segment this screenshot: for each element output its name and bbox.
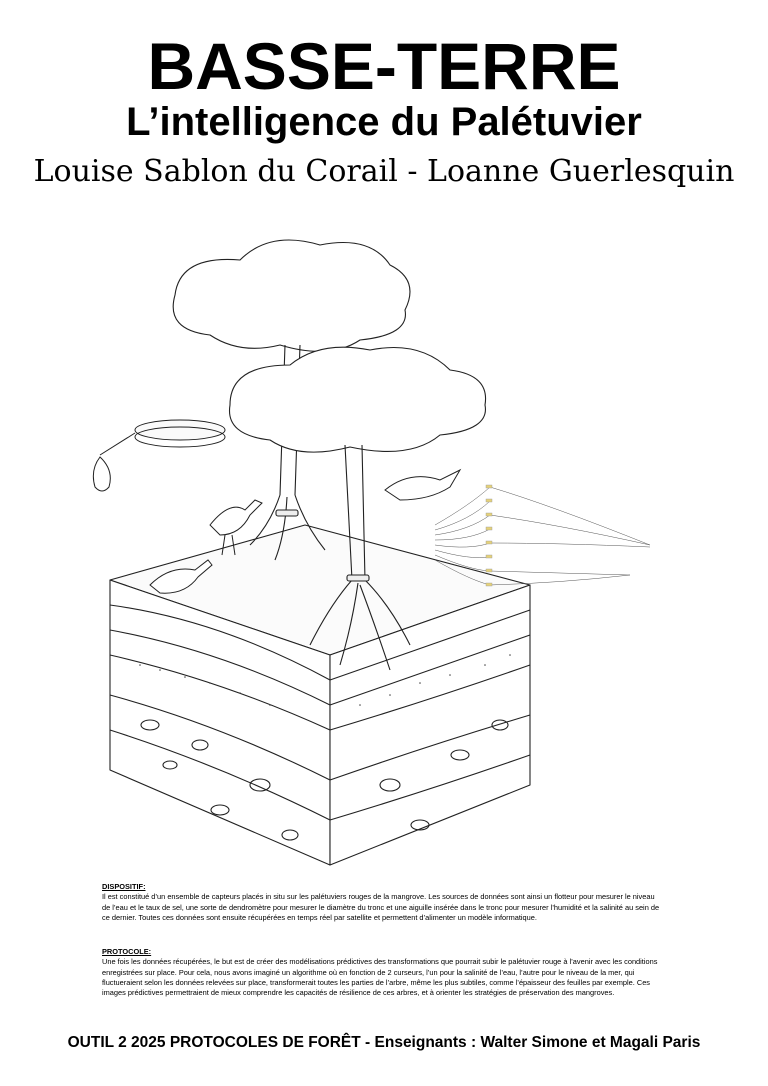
dispositif-heading: DISPOSITIF: bbox=[102, 882, 146, 891]
poster-title: BASSE-TERRE bbox=[147, 29, 621, 103]
mangrove-soil-block-drawing-icon bbox=[90, 225, 690, 875]
protocole-body: Une fois les données récupérées, le but est de créer des modélisations prédictives des transformations que pourrait subir le palétuvier rouge à l’avenir avec les conditions enregistrées sur place. Pour cela, nous avons imaginé un algorithme où en fonction de 2 curseurs, l’un pour la salinité de l’eau, l’autre pour le niveau de la mer, qui fluctueraient selon les données relevées sur place, transformerait toutes les parties de l’arbre, même les plus subtiles, comme l’épaisseur des feuilles par exemple. Ces images prédictives permettraient de mieux comprendre les capacités de résilience de ces arbres, et à orienter les stratégies de préservation des mangroves. bbox=[102, 957, 658, 998]
poster-footer: OUTIL 2 2025 PROTOCOLES DE FORÊT - Enseignants : Walter Simone et Magali Paris bbox=[67, 1034, 701, 1051]
poster-authors: Louise Sablon du Corail - Loanne Guerlesquin bbox=[33, 154, 735, 189]
protocole-section bbox=[102, 947, 664, 998]
dispositif-body: Il est constitué d’un ensemble de capteurs placés in situ sur les palétuviers rouges de la mangrove. Les sources de données sont ainsi un flotteur pour mesurer le niveau de l’eau et le taux de sel, une sorte de dendromètre pour mesurer le diamètre du tronc et une aiguille insérée dans le tronc pour mesurer l’humidité et la salinité au sein de ce dernier. Toutes ces données sont ensuite récupérées en temps réel par satellite et permettent d’alimenter un modèle informatique. bbox=[102, 892, 660, 922]
poster-subtitle: L’intelligence du Palétuvier bbox=[126, 100, 642, 144]
dispositif-section bbox=[102, 882, 664, 923]
protocole-heading: PROTOCOLE: bbox=[102, 947, 152, 956]
